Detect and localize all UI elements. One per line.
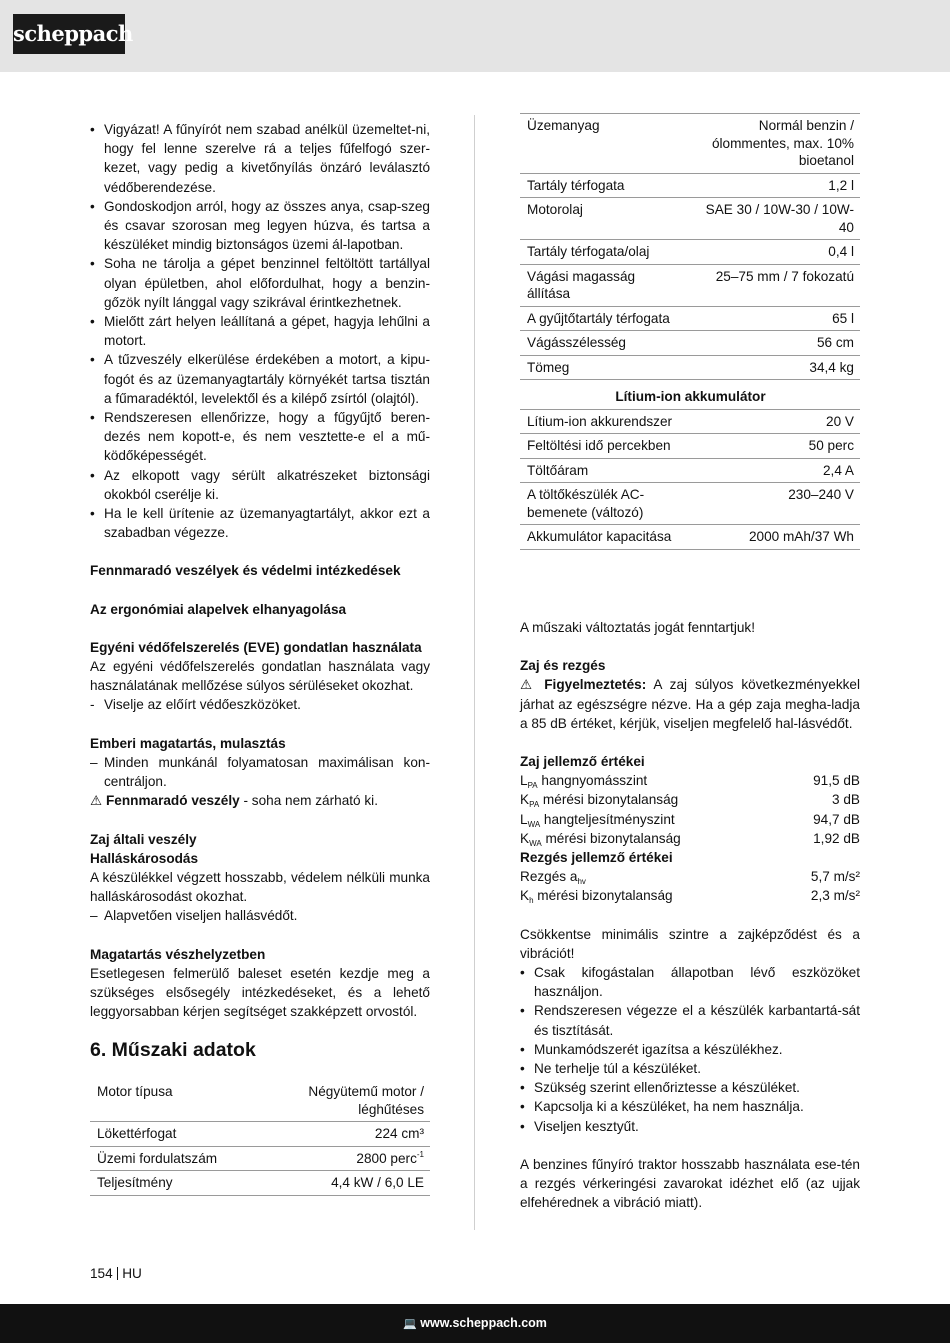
list-item: • Rendszeresen végezze el a készülék karbantartá-sát és tisztítását. [520, 1001, 860, 1039]
list-item: – Minden munkánál folyamatosan maximálisan kon-centráljon. [90, 753, 430, 791]
left-column [90, 120, 430, 1196]
list-item: • Kapcsolja ki a készüléket, ha nem használja. [520, 1097, 860, 1116]
spec-label: Teljesítmény [90, 1171, 277, 1196]
header-band [0, 0, 950, 72]
computer-icon: 💻 [403, 1318, 417, 1330]
symbol: K [520, 792, 530, 808]
spec-label: Töltőáram [520, 458, 687, 483]
warning-icon: ⚠ [520, 677, 537, 693]
heading-emergency: Magatartás vészhelyzetben [90, 946, 266, 962]
list-item: – Alapvetően viseljen hallásvédőt. [90, 906, 430, 925]
list-item: • Gondoskodjon arról, hogy az összes anya, csap-szeg és csavar szorosan meg legyen húzva, és tartsa a készüléket mindig biztonságos üzemi ál-lapotban. [90, 197, 430, 255]
symbol-sub: WA [529, 838, 542, 848]
table-row [520, 458, 860, 483]
symbol: Rezgés a [520, 869, 578, 885]
table-row [520, 331, 860, 356]
noise-value: 91,5 dB [813, 773, 860, 789]
table-row [90, 1080, 430, 1122]
noise-value: 1,92 dB [813, 830, 860, 846]
warning-label: Figyelmeztetés: [544, 677, 647, 693]
vibration-value: 5,7 m/s² [810, 869, 860, 885]
spec-value: 34,4 kg [687, 355, 860, 380]
list-item: • Az elkopott vagy sérült alkatrészeket biztonsági okokból cserélje ki. [90, 466, 430, 504]
ppe-list [90, 695, 430, 714]
final-text: A benzines fűnyíró traktor hosszabb használata ese-tén a rezgés vérkeringési zavarokat idézhet elő (az ujjak elfehérednek a vibráció miatt). [520, 1156, 860, 1211]
vibration-row [520, 886, 860, 905]
spec-label: Feltöltési idő percekben [520, 434, 687, 459]
noise-warning [520, 675, 860, 733]
symbol: K [520, 888, 530, 904]
spec-table-left [90, 1080, 430, 1196]
table-row [520, 355, 860, 380]
spec-value: 25–75 mm / 7 fokozatú [687, 264, 860, 306]
heading-hearing-damage: Halláskárosodás [90, 850, 199, 866]
spec-label: Lítium-ion akkurendszer [520, 409, 687, 434]
spec-label: Tartály térfogata/olaj [520, 240, 687, 265]
section-title: 6. Műszaki adatok [90, 1039, 256, 1062]
spec-label: Motorolaj [520, 198, 687, 240]
table-row [520, 173, 860, 198]
list-item: • Soha ne tárolja a gépet benzinnel feltöltött tartállyal olyan épületben, ahol előfordulhat, hogy a benzin-gőzök nyílt lánggal vagy szikrával érintkezhetnek. [90, 254, 430, 312]
spec-value: 230–240 V [687, 483, 860, 525]
symbol-sub: PA [527, 781, 538, 791]
noise-row [520, 790, 860, 809]
tech-change-note: A műszaki változtatás jogát fenntartjuk! [520, 620, 755, 635]
spec-table-right [520, 113, 860, 550]
noise-value: 3 dB [832, 792, 860, 808]
list-item: • Csak kifogástalan állapotban lévő eszközöket használjon. [520, 963, 860, 1001]
noise-label: hangnyomásszint [537, 773, 648, 789]
column-divider [474, 115, 475, 1230]
page-number-value: 154 [90, 1266, 113, 1281]
heading-ppe: Egyéni védőfelszerelés (EVE) gondatlan használata [90, 639, 422, 655]
emergency-text: Esetlegesen felmerülő baleset esetén kezdje meg a szükséges elsősegély intézkedéseket, és a lehető leggyorsabban kérjen segítséget szakképzett orvostól. [90, 965, 430, 1020]
symbol-sub: hv [577, 877, 586, 887]
table-row [90, 1146, 430, 1171]
symbol-sub: WA [527, 819, 541, 829]
spec-label: Üzemanyag [520, 114, 687, 174]
symbol: L [520, 773, 528, 789]
spec-label: Tömeg [520, 355, 687, 380]
spec-value: 0,4 l [687, 240, 860, 265]
spec-label: Vágásszélesség [520, 331, 687, 356]
spec-value: Normál benzin / ólommentes, max. 10% bioetanol [687, 114, 860, 174]
vibration-value: 2,3 m/s² [810, 888, 860, 904]
scheppach-logo: scheppach [13, 14, 125, 54]
right-text-area [520, 618, 860, 1212]
heading-human-behaviour: Emberi magatartás, mulasztás [90, 735, 286, 751]
noise-label: mérési bizonytalanság [539, 792, 679, 808]
table-row [90, 1122, 430, 1147]
spec-label: Lökettérfogat [90, 1122, 277, 1147]
vibration-row [520, 867, 860, 886]
residual-risk-bold: Fennmaradó veszély [105, 793, 240, 809]
noise-label: hangteljesítményszint [540, 811, 675, 827]
spec-label: Tartály térfogata [520, 173, 687, 198]
table-row [520, 409, 860, 434]
noise-row [520, 810, 860, 829]
heading-noise-hazard: Zaj általi veszély [90, 831, 197, 847]
spec-value: 224 cm³ [277, 1122, 430, 1147]
list-item: • Vigyázat! A fűnyírót nem szabad anélkül üzemeltet-ni, hogy fel lenne szerelve rá a teljes fűfelfogó szer-kezet, vagy pedig a kivetőnyílás önzáró leválasztó védőberendezése. [90, 120, 430, 197]
footer-band [0, 1304, 950, 1343]
list-item: • Munkamódszerét igazítsa a készülékhez. [520, 1040, 860, 1059]
spec-value: 4,4 kW / 6,0 LE [277, 1171, 430, 1196]
table-row [520, 434, 860, 459]
spec-value: 65 l [687, 306, 860, 331]
list-item: • A tűzveszély elkerülése érdekében a motort, a kipu-fogót és az üzemanyagtartály környékét tartsa tisztán a fűmaradéktól, levelektől és a kilépő zsírtól (olajtól). [90, 350, 430, 408]
noise-value: 94,7 dB [813, 811, 860, 827]
website-link[interactable]: www.scheppach.com [420, 1316, 547, 1330]
ppe-text: Az egyéni védőfelszerelés gondatlan használata vagy használatának mellőzése súlyos sérüléseket okozhat. [90, 659, 430, 694]
reduce-list [520, 963, 860, 1136]
table-row [520, 306, 860, 331]
spec-value: 50 perc [687, 434, 860, 459]
spec-value: SAE 30 / 10W-30 / 10W-40 [687, 198, 860, 240]
list-item: • Ha le kell ürítenie az üzemanyagtartályt, akkor ezt a szabadban végezze. [90, 504, 430, 542]
spec-label: Motor típusa [90, 1080, 277, 1122]
table-row [520, 483, 860, 525]
warning-text: A zaj súlyos következményekkel járhat az egészségre nézve. Ha a gép zaja megha-ladja a 85 dB értéket, kérjük, viseljen megfelelő hal-lásvédőt. [520, 677, 861, 731]
vibration-label: mérési bizonytalanság [533, 888, 673, 904]
list-item: • Rendszeresen ellenőrizze, hogy a fűgyűjtő beren-dezés nem kopott-e, és nem vesztette-e el a mű-ködőképességét. [90, 408, 430, 466]
list-item: • Mielőtt zárt helyen leállítaná a gépet, hagyja lehűlni a motort. [90, 312, 430, 350]
symbol-sub: h [529, 896, 534, 906]
spec-value: Négyütemű motor / léghűtéses [277, 1080, 430, 1122]
table-row [520, 380, 860, 410]
battery-section-title: Lítium-ion akkumulátor [520, 380, 860, 410]
heading-noise-values: Zaj jellemző értékei [520, 754, 645, 770]
table-row [520, 198, 860, 240]
list-item: • Ne terhelje túl a készüléket. [520, 1059, 860, 1078]
human-list [90, 753, 430, 791]
spec-label: A töltőkészülék AC-bemenete (változó) [520, 483, 687, 525]
safety-bullets [90, 120, 430, 542]
table-row [520, 114, 860, 174]
noise-label: mérési bizonytalanság [541, 830, 681, 846]
heading-ergonomics: Az ergonómiai alapelvek elhanyagolása [90, 601, 347, 617]
heading-residual-risks: Fennmaradó veszélyek és védelmi intézkedések [90, 563, 401, 579]
language-code: HU [122, 1266, 142, 1281]
spec-value: 20 V [687, 409, 860, 434]
reduce-text: Csökkentse minimális szintre a zajképződést és a vibrációt! [520, 926, 860, 961]
spec-value: 2800 perc [356, 1150, 417, 1166]
hearing-list [90, 906, 430, 925]
spec-label: Vágási magasság állítása [520, 264, 687, 306]
heading-vibration-values: Rezgés jellemző értékei [520, 850, 673, 866]
heading-noise-vibration: Zaj és rezgés [520, 658, 606, 674]
hearing-text: A készülékkel végzett hosszabb, védelem nélküli munka halláskárosodást okozhat. [90, 869, 430, 905]
list-item: • Szükség szerint ellenőriztesse a készüléket. [520, 1078, 860, 1097]
spec-label: Akkumulátor kapacitása [520, 525, 687, 550]
warning-icon: ⚠ [90, 793, 103, 809]
symbol: K [520, 830, 530, 846]
residual-risk-rest: - soha nem zárható ki. [239, 793, 378, 809]
list-item: - Viselje az előírt védőeszközöket. [90, 695, 430, 714]
spec-value: 2,4 A [687, 458, 860, 483]
spec-label: A gyűjtőtartály térfogata [520, 306, 687, 331]
spec-value-cell [277, 1146, 430, 1171]
spec-value-sup: -1 [416, 1149, 424, 1159]
residual-risk-line [90, 791, 430, 810]
spec-value: 2000 mAh/37 Wh [687, 525, 860, 550]
noise-row [520, 829, 860, 848]
noise-row [520, 771, 860, 790]
spec-label: Üzemi fordulatszám [90, 1146, 277, 1171]
spec-value: 1,2 l [687, 173, 860, 198]
symbol: L [520, 811, 528, 827]
table-row [520, 264, 860, 306]
symbol-sub: PA [529, 800, 540, 810]
table-row [520, 525, 860, 550]
table-row [520, 240, 860, 265]
right-spec-area [520, 113, 860, 550]
list-item: • Viseljen kesztyűt. [520, 1117, 860, 1136]
table-row [90, 1171, 430, 1196]
page-separator [117, 1267, 119, 1280]
spec-value: 56 cm [687, 331, 860, 356]
page-number [90, 1264, 142, 1283]
